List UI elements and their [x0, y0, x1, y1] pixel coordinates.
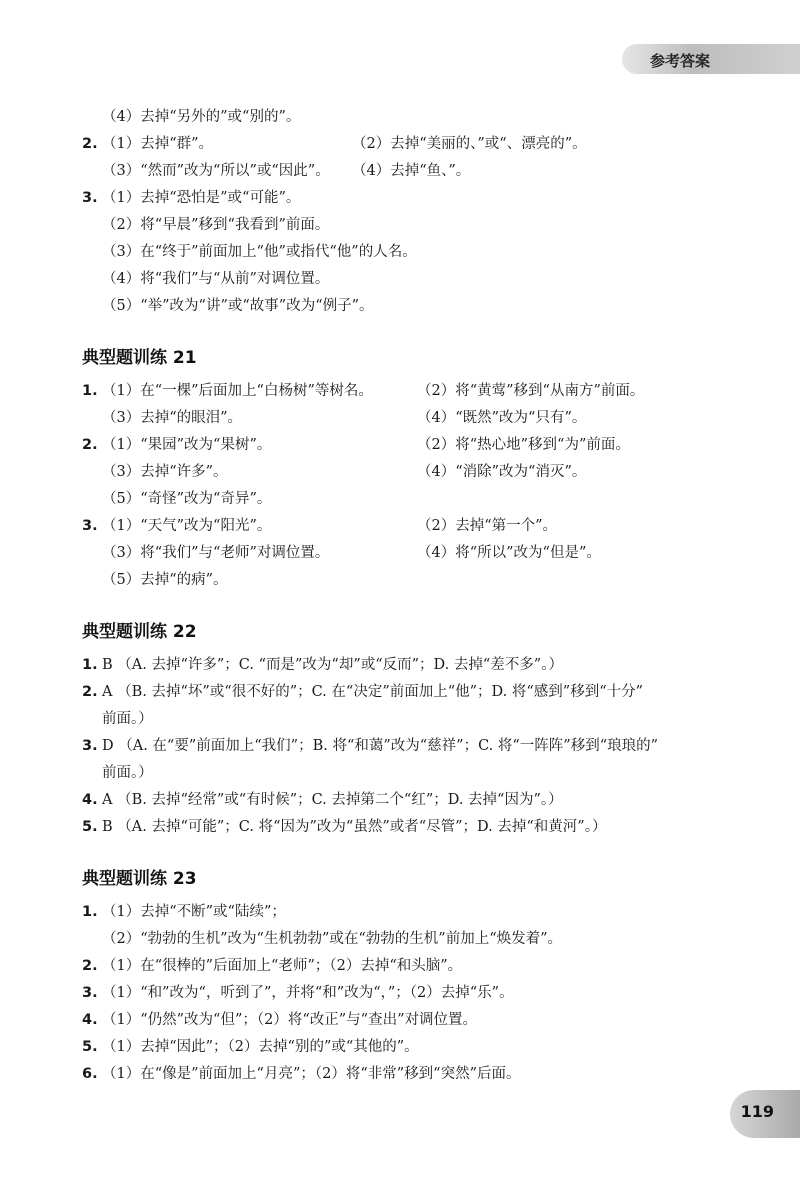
- answer-line: [82, 212, 772, 239]
- answer-text: （1）“仍然”改为“但”；（2）将“改正”与“查出”对调位置。: [102, 1012, 478, 1028]
- answer-line: [82, 760, 772, 787]
- answer-text: （5）去掉“的病”。: [102, 572, 228, 588]
- answer-line: [82, 567, 772, 594]
- question-number: 3.: [82, 518, 98, 534]
- answer-text: D （A. 在“要”前面加上“我们”；B. 将“和蔼”改为“慈祥”；C. 将“一阵阵”移到“琅琅的”: [102, 738, 659, 754]
- question-number: 3.: [82, 738, 98, 754]
- header-label: 参考答案: [650, 52, 711, 70]
- answer-text: （3）在“终于”前面加上“他”或指代“他”的人名。: [102, 244, 417, 260]
- answer-line: [82, 131, 772, 158]
- answer-text: （1）在“很棒的”后面加上“老师”；（2）去掉“和头脑”。: [102, 958, 463, 974]
- answer-line: [82, 1007, 772, 1034]
- question-number: 5.: [82, 1039, 98, 1055]
- header-tab: [622, 44, 800, 74]
- answer-line: [82, 104, 772, 131]
- answer-line: [82, 158, 772, 185]
- answer-text: （1）“果园”改为“果树”。: [102, 437, 272, 453]
- answer-text: （4）将“所以”改为“但是”。: [417, 545, 601, 561]
- answer-text: （1）“天气”改为“阳光”。: [102, 518, 272, 534]
- answer-text: A （B. 去掉“坏”或“很不好的”；C. 在“决定”前面加上“他”；D. 将“感到”移到“十分”: [102, 684, 644, 700]
- answer-line: [82, 652, 772, 679]
- answer-line: [82, 1061, 772, 1088]
- answer-text: （1）“和”改为“，听到了”，并将“和”改为“，”；（2）去掉“乐”。: [102, 985, 514, 1001]
- answer-line: [82, 540, 772, 567]
- answer-text: （5）“奇怪”改为“奇异”。: [102, 491, 272, 507]
- answer-line: [82, 432, 772, 459]
- answer-text: （2）去掉“第一个”。: [417, 518, 558, 534]
- answer-line: [82, 899, 772, 926]
- answer-line: [82, 926, 772, 953]
- answer-line: [82, 787, 772, 814]
- question-number: 4.: [82, 1012, 98, 1028]
- question-number: 5.: [82, 819, 98, 835]
- page-number: 119: [740, 1102, 774, 1121]
- question-number: 4.: [82, 792, 98, 808]
- answer-text: （1）在“一棵”后面加上“白杨树”等树名。: [102, 383, 373, 399]
- answer-text: （5）“举”改为“讲”或“故事”改为“例子”。: [102, 298, 374, 314]
- answer-text: （2）“勃勃的生机”改为“生机勃勃”或在“勃勃的生机”前加上“焕发着”。: [102, 931, 563, 947]
- answer-text: （3）去掉“许多”。: [102, 464, 228, 480]
- answer-text: （3）去掉“的眼泪”。: [102, 410, 243, 426]
- answer-line: [82, 980, 772, 1007]
- answer-text: （2）去掉“美丽的、”或“、漂亮的”。: [352, 136, 587, 152]
- answer-line: [82, 706, 772, 733]
- answer-text: （1）去掉“群”。: [102, 136, 214, 152]
- answer-line: [82, 378, 772, 405]
- answer-text: B （A. 去掉“许多”；C. “而是”改为“却”或“反而”；D. 去掉“差不多”。）: [102, 657, 563, 673]
- answer-line: [82, 814, 772, 841]
- section-title-23: 典型题训练 23: [82, 869, 197, 889]
- answer-content: [82, 104, 772, 1088]
- answer-line: [82, 239, 772, 266]
- answer-text: （2）将“黄莺”移到“从南方”前面。: [417, 383, 645, 399]
- answer-line: [82, 513, 772, 540]
- question-number: 2.: [82, 136, 98, 152]
- section-title-22: 典型题训练 22: [82, 622, 197, 642]
- answer-text: 前面。）: [102, 711, 153, 727]
- answer-text: （1）去掉“因此”；（2）去掉“别的”或“其他的”。: [102, 1039, 419, 1055]
- answer-text: （4）去掉“另外的”或“别的”。: [102, 109, 301, 125]
- answer-text: （4）去掉“鱼、”。: [352, 163, 471, 179]
- question-number: 1.: [82, 904, 98, 920]
- answer-line: [82, 733, 772, 760]
- answer-line: [82, 266, 772, 293]
- question-number: 1.: [82, 657, 98, 673]
- question-number: 1.: [82, 383, 98, 399]
- answer-line: [82, 679, 772, 706]
- answer-text: B （A. 去掉“可能”；C. 将“因为”改为“虽然”或者“尽管”；D. 去掉“和黄河”。）: [102, 819, 607, 835]
- answer-text: （1）在“像是”前面加上“月亮”；（2）将“非常”移到“突然”后面。: [102, 1066, 521, 1082]
- answer-line: [82, 293, 772, 320]
- answer-text: （3）将“我们”与“老师”对调位置。: [102, 545, 330, 561]
- answer-text: 前面。）: [102, 765, 153, 781]
- answer-line: [82, 1034, 772, 1061]
- section-title-21: 典型题训练 21: [82, 348, 197, 368]
- answer-text: （2）将“热心地”移到“为”前面。: [417, 437, 630, 453]
- answer-text: A （B. 去掉“经常”或“有时候”；C. 去掉第二个“红”；D. 去掉“因为”。）: [102, 792, 563, 808]
- answer-text: （2）将“早晨”移到“我看到”前面。: [102, 217, 330, 233]
- question-number: 2.: [82, 684, 98, 700]
- question-number: 2.: [82, 958, 98, 974]
- answer-line: [82, 486, 772, 513]
- answer-text: （4）“既然”改为“只有”。: [417, 410, 587, 426]
- answer-line: [82, 185, 772, 212]
- answer-line: [82, 459, 772, 486]
- answer-text: （1）去掉“恐怕是”或“可能”。: [102, 190, 301, 206]
- question-number: 2.: [82, 437, 98, 453]
- answer-text: （3）“然而”改为“所以”或“因此”。: [102, 163, 330, 179]
- question-number: 6.: [82, 1066, 98, 1082]
- answer-text: （4）“消除”改为“消灭”。: [417, 464, 587, 480]
- answer-line: [82, 405, 772, 432]
- answer-text: （1）去掉“不断”或“陆续”；: [102, 904, 286, 920]
- question-number: 3.: [82, 190, 98, 206]
- question-number: 3.: [82, 985, 98, 1001]
- answer-text: （4）将“我们”与“从前”对调位置。: [102, 271, 330, 287]
- answer-line: [82, 953, 772, 980]
